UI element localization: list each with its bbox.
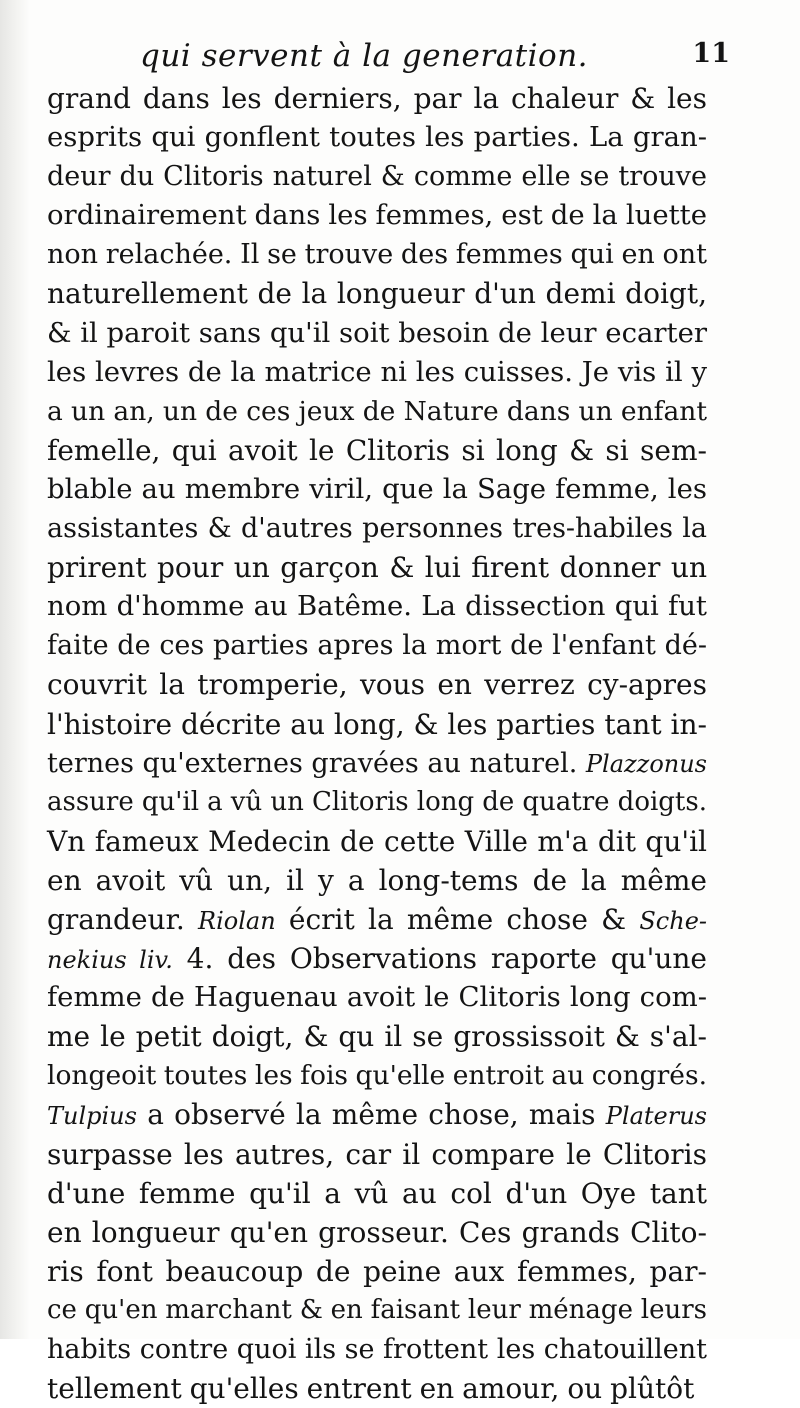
running-title: qui servent à la generation. [140, 38, 589, 74]
body-text [47, 79, 707, 1408]
text-line: a un an, un de ces jeux de Nature dans un enfant [47, 395, 707, 427]
text-line: en longueur qu'en grosseur. Ces grands Clito- [47, 1215, 707, 1249]
text-line: femme de Haguenau avoit le Clitoris long com- [47, 981, 707, 1014]
text-line: grand dans les derniers, par la chaleur & les [47, 82, 707, 115]
text-line: assistantes & d'autres personnes tres-habiles la [47, 513, 707, 545]
text-line: prirent pour un garçon & lui firent donner un [47, 551, 707, 585]
text-line: tellement qu'elles entrent en amour, ou plûtôt [47, 1372, 695, 1406]
text-line: Tulpius a observé la même chose, mais Platerus [47, 1098, 707, 1132]
text-line: habits contre quoi ils se frottent les chatouillent [47, 1334, 707, 1365]
text-line: en avoit vû un, il y a long-tems de la même [47, 863, 707, 897]
text-line: non relachée. Il se trouve des femmes qui en ont [47, 239, 707, 271]
text-line: assure qu'il a vû un Clitoris long de quatre doigts. [47, 786, 707, 817]
page-number: 11 [692, 38, 730, 69]
text-line: Vn fameux Medecin de cette Ville m'a dit qu'il [47, 824, 707, 858]
text-line: grandeur. Riolan écrit la même chose & Sche- [47, 902, 708, 936]
page-gutter-shadow [0, 0, 30, 1339]
text-line: esprits qui gonflent toutes les parties. La gran- [47, 121, 707, 154]
text-line: femelle, qui avoit le Clitoris si long & si sem- [47, 433, 707, 467]
text-line: les levres de la matrice ni les cuisses. Je vis il y [47, 355, 707, 388]
text-line: deur du Clitoris naturel & comme elle se trouve [47, 161, 707, 193]
text-line: ce qu'en marchant & en faisant leur ménage leurs [47, 1294, 707, 1325]
text-line: me le petit doigt, & qu il se grossissoit & s'al- [47, 1020, 707, 1054]
text-line: ordinairement dans les femmes, est de la luette [47, 199, 707, 232]
text-line: l'histoire décrite au long, & les parties tant in- [47, 707, 707, 741]
text-line: & il paroit sans qu'il soit besoin de leur ecarter [47, 316, 707, 349]
text-line: nekius liv. 4. des Observations raporte qu'une [47, 942, 707, 976]
text-line: surpasse les autres, car il compare le Clitoris [47, 1137, 707, 1171]
text-line: couvrit la tromperie, vous en verrez cy-apres [47, 668, 707, 702]
text-line: longeoit toutes les fois qu'elle entroit au congrés. [47, 1060, 707, 1092]
text-line: nom d'homme au Batême. La dissection qui fut [47, 590, 707, 623]
text-line: faite de ces parties apres la mort de l'enfant dé- [47, 630, 707, 662]
text-line: d'une femme qu'il a vû au col d'un Oye tant [47, 1176, 707, 1210]
text-line: ternes qu'externes gravées au naturel. Plazzonus [47, 747, 707, 779]
text-line: blable au membre viril, que la Sage femme, les [47, 472, 707, 505]
text-line: naturellement de la longueur d'un demi doigt, [47, 277, 707, 311]
page-header [40, 38, 740, 78]
text-line: ris font beaucoup de peine aux femmes, par- [47, 1254, 707, 1288]
